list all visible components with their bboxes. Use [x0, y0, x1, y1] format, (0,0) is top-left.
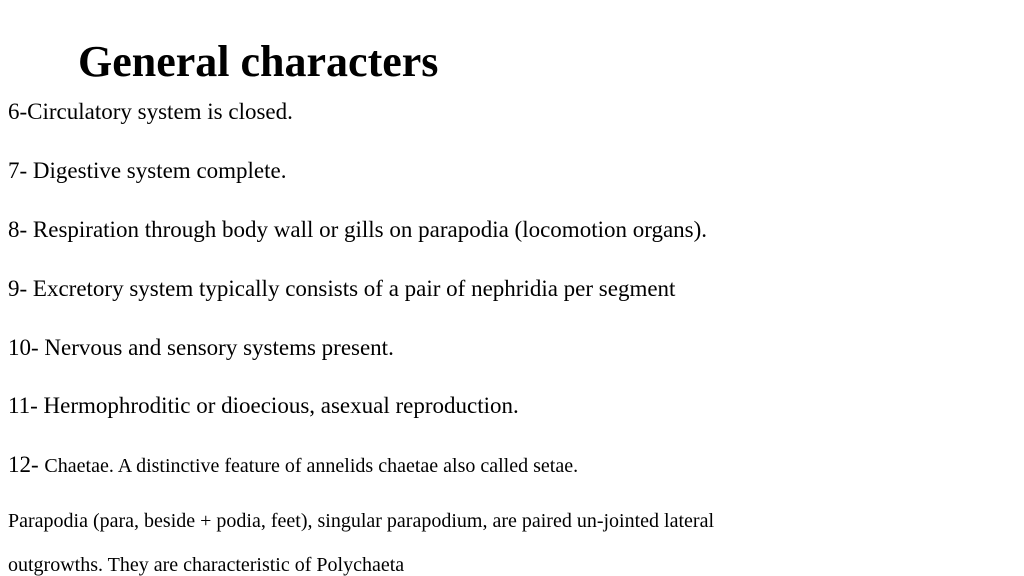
paragraph-line: Parapodia (para, beside + podia, feet), singular parapodium, are paired un-jointed lateral — [8, 510, 714, 532]
list-item: 8- Respiration through body wall or gills on parapodia (locomotion organs). — [8, 217, 708, 242]
list-item-text: Chaetae. A distinctive feature of annelids chaetae also called setae. — [44, 455, 579, 477]
list-item: 9- Excretory system typically consists of a pair of nephridia per segment — [8, 276, 676, 301]
list-item-12 — [8, 451, 578, 482]
paragraph-line: outgrowths. They are characteristic of Polychaeta — [8, 554, 405, 576]
list-item: 11- Hermophroditic or dioecious, asexual reproduction. — [8, 393, 519, 418]
list-item: 7- Digestive system complete. — [8, 158, 287, 183]
list-item: 6-Circulatory system is closed. — [8, 99, 293, 124]
slide-title: General characters — [78, 37, 439, 86]
list-item: 10- Nervous and sensory systems present. — [8, 335, 394, 360]
list-item-number: 12- — [8, 452, 45, 477]
